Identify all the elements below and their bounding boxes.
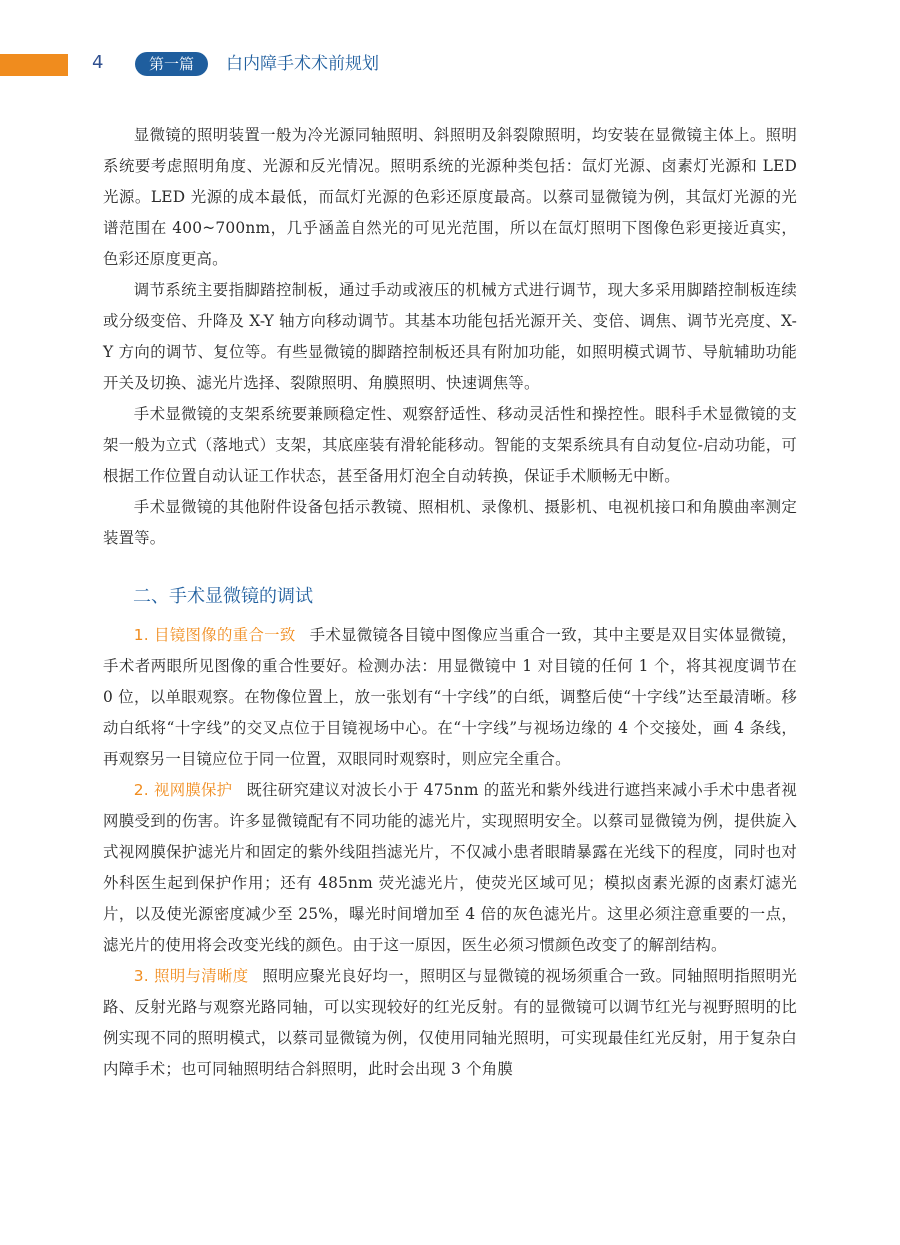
- chapter-title: 白内障手术术前规划: [226, 54, 379, 74]
- subsection-retina-protection: [103, 775, 797, 961]
- paragraph-adjustment-system: 调节系统主要指脚踏控制板，通过手动或液压的机械方式进行调节，现大多采用脚踏控制板连续或分级变倍、升降及 X-Y 轴方向移动调节。其基本功能包括光源开关、变倍、调焦、调节光亮度、X-Y 方向的调节、复位等。有些显微镜的脚踏控制板还具有附加功能，如照明模式调节、导航辅助功能开关及切换、滤光片选择、裂隙照明、角膜照明、快速调焦等。: [103, 281, 797, 392]
- subsection-eyepiece-alignment: [103, 620, 797, 775]
- subsection-heading: 2. 视网膜保护: [133, 781, 233, 799]
- section-heading: 二、手术显微镜的调试: [133, 586, 313, 607]
- page-number: 4: [92, 52, 104, 73]
- subsection-text: 既往研究建议对波长小于 475nm 的蓝光和紫外线进行遮挡来减小手术中患者视网膜受到的伤害。许多显微镜配有不同功能的滤光片，实现照明安全。以蔡司显微镜为例，提供旋入式视网膜保护滤光片和固定的紫外线阻挡滤光片，不仅减小患者眼睛暴露在光线下的程度，同时也对外科医生起到保护作用；还有 485nm 荧光滤光片，使荧光区域可见；模拟卤素光源的卤素灯滤光片，以及使光源密度减少至 25%，曝光时间增加至 4 倍的灰色滤光片。这里必须注意重要的一点，滤光片的使用将会改变光线的颜色。由于这一原因，医生必须习惯颜色改变了的解剖结构。: [103, 781, 797, 954]
- header-accent-bar: [0, 54, 68, 76]
- paragraph-accessories: 手术显微镜的其他附件设备包括示教镜、照相机、录像机、摄影机、电视机接口和角膜曲率测定装置等。: [103, 498, 797, 547]
- page-header: [0, 50, 900, 80]
- subsection-heading: 3. 照明与清晰度: [133, 967, 249, 985]
- page-body: [103, 120, 797, 1085]
- subsection-text: 手术显微镜各目镜中图像应当重合一致，其中主要是双目实体显微镜，手术者两眼所见图像的重合性要好。检测办法：用显微镜中 1 对目镜的任何 1 个，将其视度调节在 0 位，以单眼观察。在物像位置上，放一张划有“十字线”的白纸，调整后使“十字线”达至最清晰。移动白纸将“十字线”的交叉点位于目镜视场中心。在“十字线”与视场边缘的 4 个交接处，画 4 条线，再观察另一目镜应位于同一位置，双眼同时观察时，则应完全重合。: [103, 626, 797, 768]
- subsection-heading: 1. 目镜图像的重合一致: [133, 626, 296, 644]
- paragraph-illumination: 显微镜的照明装置一般为冷光源同轴照明、斜照明及斜裂隙照明，均安装在显微镜主体上。照明系统要考虑照明角度、光源和反光情况。照明系统的光源种类包括：氙灯光源、卤素灯光源和 LED 光源。LED 光源的成本最低，而氙灯光源的色彩还原度最高。以蔡司显微镜为例，其氙灯光源的光谱范围在 400~700nm，几乎涵盖自然光的可见光范围，所以在氙灯照明下图像色彩更接近真实，色彩还原度更高。: [103, 126, 797, 268]
- subsection-text: 照明应聚光良好均一，照明区与显微镜的视场须重合一致。同轴照明指照明光路、反射光路与观察光路同轴，可以实现较好的红光反射。有的显微镜可以调节红光与视野照明的比例实现不同的照明模式，以蔡司显微镜为例，仅使用同轴光照明，可实现最佳红光反射，用于复杂白内障手术；也可同轴照明结合斜照明，此时会出现 3 个角膜: [103, 967, 797, 1078]
- part-badge: 第一篇: [135, 52, 208, 76]
- paragraph-stand-system: 手术显微镜的支架系统要兼顾稳定性、观察舒适性、移动灵活性和操控性。眼科手术显微镜的支架一般为立式（落地式）支架，其底座装有滑轮能移动。智能的支架系统具有自动复位-启动功能，可根据工作位置自动认证工作状态，甚至备用灯泡全自动转换，保证手术顺畅无中断。: [103, 405, 797, 485]
- subsection-illumination-clarity: [103, 961, 797, 1085]
